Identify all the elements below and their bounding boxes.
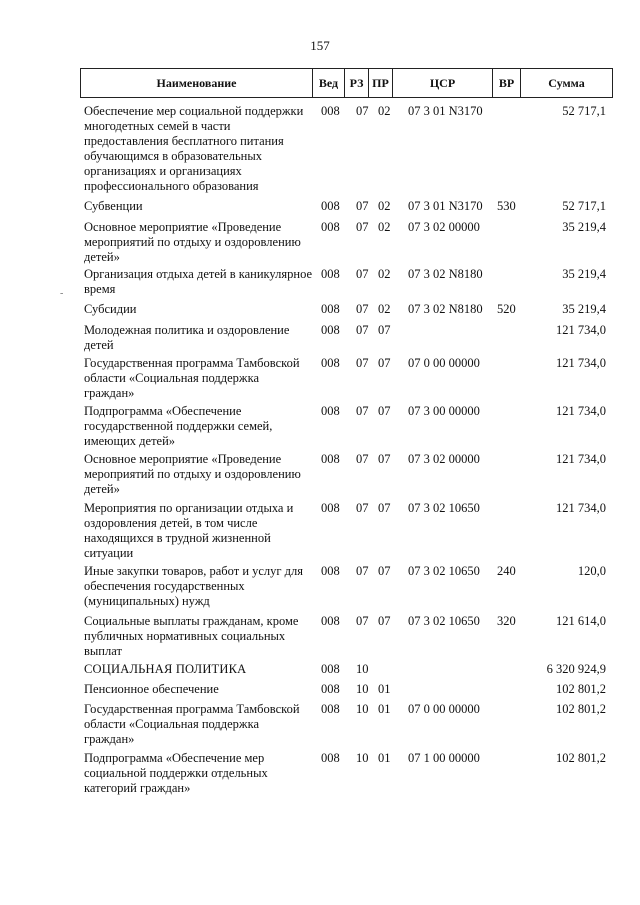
row-csr: 07 3 02 00000: [408, 220, 480, 234]
row-name: Государственная программа Тамбовской области «Социальная поддержка граждан»: [84, 702, 300, 746]
row-name: Подпрограмма «Обеспечение государственной поддержки семей, имеющих детей»: [84, 404, 273, 448]
row-rz: 07: [356, 220, 369, 234]
row-ved: 008: [321, 751, 340, 765]
row-rz: 10: [356, 751, 369, 765]
row-rz: 07: [356, 356, 369, 370]
row-pr: 07: [378, 614, 391, 628]
row-ved: 008: [321, 702, 340, 716]
row-csr: 07 3 02 10650: [408, 614, 480, 628]
row-sum: 102 801,2: [556, 682, 606, 696]
row-ved: 008: [321, 220, 340, 234]
row-rz: 07: [356, 452, 369, 466]
row-pr: 07: [378, 564, 391, 578]
row-pr: 07: [378, 452, 391, 466]
row-vr: 530: [497, 199, 516, 213]
row-pr: 02: [378, 267, 391, 281]
row-pr: 02: [378, 302, 391, 316]
row-sum: 121 734,0: [556, 501, 606, 515]
row-sum: 121 734,0: [556, 323, 606, 337]
header-csr: ЦСР: [393, 69, 493, 98]
row-ved: 008: [321, 682, 340, 696]
row-rz: 07: [356, 104, 369, 118]
row-rz: 10: [356, 662, 369, 676]
row-csr: 07 1 00 00000: [408, 751, 480, 765]
row-sum: 120,0: [577, 564, 606, 578]
row-csr: 07 3 01 N3170: [408, 104, 483, 118]
row-name: СОЦИАЛЬНАЯ ПОЛИТИКА: [84, 662, 247, 676]
row-ved: 008: [321, 302, 340, 316]
row-name: Основное мероприятие «Проведение мероприятий по отдыху и оздоровлению детей»: [84, 452, 301, 496]
margin-mark: -: [60, 288, 64, 299]
row-rz: 07: [356, 564, 369, 578]
row-rz: 07: [356, 267, 369, 281]
row-csr: 07 0 00 00000: [408, 702, 480, 716]
row-name: Обеспечение мер социальной поддержки многодетных семей в части предоставления бесплатного питания обучающимся в образовательных организациях и организациях профессионального образования: [84, 104, 304, 193]
row-sum: 102 801,2: [556, 751, 606, 765]
row-rz: 07: [356, 614, 369, 628]
row-sum: 121 734,0: [556, 356, 606, 370]
row-pr: 02: [378, 199, 391, 213]
row-csr: 07 3 02 10650: [408, 501, 480, 515]
header-rz: РЗ: [345, 69, 369, 98]
row-name: Основное мероприятие «Проведение мероприятий по отдыху и оздоровлению детей»: [84, 220, 301, 264]
row-rz: 07: [356, 404, 369, 418]
row-sum: 35 219,4: [562, 220, 606, 234]
row-rz: 07: [356, 501, 369, 515]
row-pr: 07: [378, 356, 391, 370]
row-vr: 520: [497, 302, 516, 316]
row-ved: 008: [321, 323, 340, 337]
row-name: Иные закупки товаров, работ и услуг для обеспечения государственных (муниципальных) нужд: [84, 564, 304, 608]
row-sum: 121 734,0: [556, 452, 606, 466]
row-sum: 6 320 924,9: [546, 662, 606, 676]
row-csr: 07 3 02 10650: [408, 564, 480, 578]
row-csr: 07 3 01 N3170: [408, 199, 483, 213]
row-vr: 320: [497, 614, 516, 628]
header-sum: Сумма: [521, 69, 613, 98]
row-pr: 01: [378, 702, 391, 716]
row-name: Субсидии: [84, 302, 137, 316]
row-rz: 07: [356, 323, 369, 337]
row-sum: 35 219,4: [562, 267, 606, 281]
row-sum: 102 801,2: [556, 702, 606, 716]
row-name: Организация отдыха детей в каникулярное время: [84, 267, 313, 296]
row-csr: 07 0 00 00000: [408, 356, 480, 370]
row-ved: 008: [321, 404, 340, 418]
header-ved: Вед: [313, 69, 345, 98]
row-pr: 07: [378, 501, 391, 515]
row-ved: 008: [321, 104, 340, 118]
row-csr: 07 3 00 00000: [408, 404, 480, 418]
row-ved: 008: [321, 662, 340, 676]
row-vr: 240: [497, 564, 516, 578]
header-name: Наименование: [81, 69, 313, 98]
row-csr: 07 3 02 N8180: [408, 267, 483, 281]
row-ved: 008: [321, 564, 340, 578]
row-csr: 07 3 02 N8180: [408, 302, 483, 316]
row-ved: 008: [321, 614, 340, 628]
row-ved: 008: [321, 267, 340, 281]
row-sum: 121 734,0: [556, 404, 606, 418]
row-ved: 008: [321, 199, 340, 213]
row-ved: 008: [321, 356, 340, 370]
row-rz: 07: [356, 302, 369, 316]
row-pr: 01: [378, 682, 391, 696]
row-pr: 01: [378, 751, 391, 765]
table-header: [80, 68, 613, 98]
row-rz: 10: [356, 702, 369, 716]
row-ved: 008: [321, 452, 340, 466]
row-pr: 07: [378, 404, 391, 418]
row-name: Мероприятия по организации отдыха и оздоровления детей, в том числе находящихся в трудной жизненной ситуации: [84, 501, 294, 560]
row-sum: 52 717,1: [562, 199, 606, 213]
page-number: 157: [310, 38, 330, 53]
row-ved: 008: [321, 501, 340, 515]
row-sum: 52 717,1: [562, 104, 606, 118]
row-sum: 35 219,4: [562, 302, 606, 316]
row-pr: 07: [378, 323, 391, 337]
row-csr: 07 3 02 00000: [408, 452, 480, 466]
row-name: Субвенции: [84, 199, 143, 213]
row-name: Социальные выплаты гражданам, кроме публичных нормативных социальных выплат: [84, 614, 299, 658]
row-sum: 121 614,0: [556, 614, 606, 628]
header-pr: ПР: [369, 69, 393, 98]
row-rz: 07: [356, 199, 369, 213]
row-rz: 10: [356, 682, 369, 696]
header-vr: ВР: [493, 69, 521, 98]
row-name: Пенсионное обеспечение: [84, 682, 219, 696]
row-pr: 02: [378, 104, 391, 118]
row-name: Молодежная политика и оздоровление детей: [84, 323, 290, 352]
row-pr: 02: [378, 220, 391, 234]
row-name: Государственная программа Тамбовской области «Социальная поддержка граждан»: [84, 356, 300, 400]
row-name: Подпрограмма «Обеспечение мер социальной поддержки отдельных категорий граждан»: [84, 751, 268, 795]
